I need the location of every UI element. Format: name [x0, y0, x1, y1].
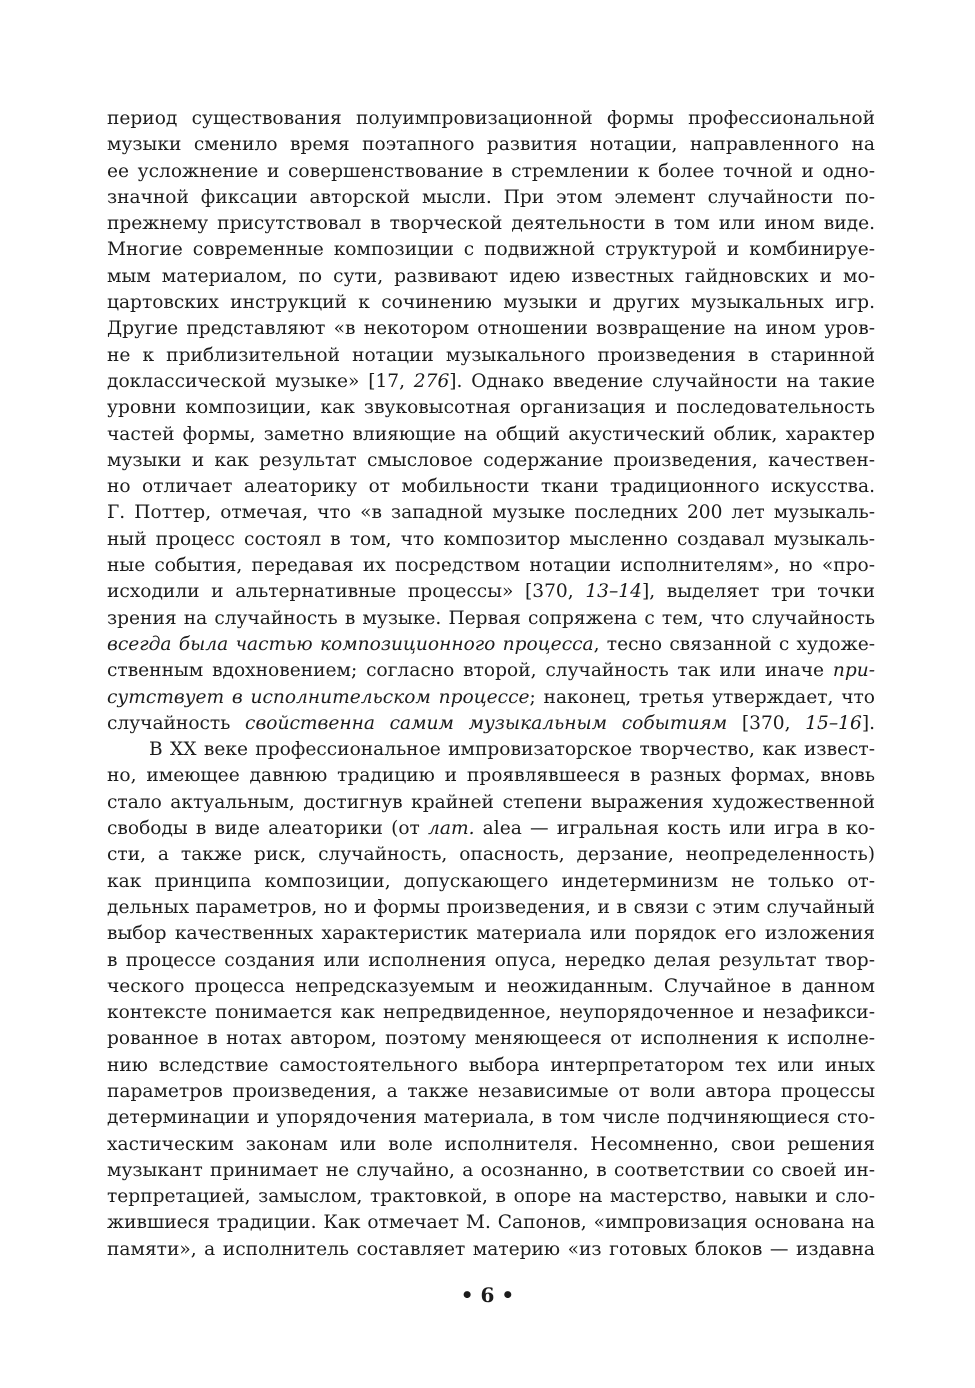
text-line: стало актуальным, достигнув крайней степени выражения художественной	[107, 791, 875, 813]
text-line: контексте понимается как непредвиденное, неупорядоченное и незафикси-	[107, 1002, 875, 1024]
text-line: рованное в нотах автором, поэтому меняющееся от исполнения к исполне-	[107, 1028, 875, 1050]
text-fragment: alea — игральная кость или игра в ко-	[474, 818, 875, 840]
text-line: терпретацией, замыслом, трактовкой, в опоре на мастерство, навыки и сло-	[107, 1186, 875, 1208]
citation-page: 13–14	[585, 581, 642, 603]
text-line: ческого процесса непредсказуемым и неожиданным. Случайное в данном	[107, 975, 875, 997]
text-line: параметров произведения, а также независимые от воли автора процессы	[107, 1080, 875, 1102]
text-line-first-indent: В XX веке профессиональное импровизаторское творчество, как извест-	[149, 739, 875, 761]
text-fragment: свободы в виде алеаторики (от	[107, 818, 429, 840]
text-fragment: ]. Однако введение случайности на такие	[449, 370, 875, 392]
text-line: значной фиксации авторской мысли. При этом элемент случайности по-	[107, 186, 875, 208]
text-line: как принципа композиции, допускающего индетерминизм не только от-	[107, 870, 875, 892]
text-line: ее усложнение и совершенствование в стремлении к более точной и одно-	[107, 160, 875, 182]
text-line-with-emphasis	[107, 658, 875, 684]
text-fragment: ственным вдохновением; согласно второй, случайность так или иначе	[107, 660, 833, 682]
text-line: музыки и как результат смысловое содержание произведения, качествен-	[107, 449, 875, 471]
text-line: не к приблизительной нотации музыкального произведения в старинной	[107, 344, 875, 366]
text-line-with-emphasis	[107, 711, 875, 737]
text-line: частей формы, заметно влияющие на общий акустический облик, характер	[107, 423, 875, 445]
text-line: Многие современные композиции с подвижной структурой и комбинируе-	[107, 239, 875, 261]
text-line: прежнему присутствовал в творческой деятельности в том или ином виде.	[107, 213, 875, 235]
paragraph-2	[107, 737, 875, 1263]
emphasis: сутствует в исполнительском процессе	[107, 686, 530, 708]
text-line: цартовских инструкций к сочинению музыки и других музыкальных игр.	[107, 292, 875, 314]
text-line: памяти», а исполнитель составляет материю «из готовых блоков — издавна	[107, 1238, 875, 1260]
text-fragment: ].	[861, 712, 876, 734]
text-line: детерминации и упорядочения материала, в том числе подчиняющиеся сто-	[107, 1107, 875, 1129]
text-line-with-citation	[107, 369, 875, 395]
text-line: Г. Поттер, отмечая, что «в западной музыке последних 200 лет музыкаль-	[107, 502, 875, 524]
paragraph-1	[107, 106, 875, 737]
text-line: хастическим законам или воле исполнителя. Несомненно, свои решения	[107, 1133, 875, 1155]
emphasis: свойственна самим музыкальным событиям	[245, 712, 728, 734]
emphasis: лат.	[428, 818, 475, 840]
text-line: период существования полуимпровизационной формы профессиональной	[107, 108, 875, 129]
text-line-with-emphasis	[107, 632, 875, 658]
text-line: уровни композиции, как звуковысотная организация и последовательность	[107, 397, 875, 419]
text-line: музыки сменило время поэтапного развития нотации, направленного на	[107, 134, 875, 156]
text-line-with-emphasis	[107, 685, 875, 711]
text-line: дельных параметров, но и формы произведения, и в связи с этим случайный	[107, 896, 875, 918]
citation-page: 276	[413, 370, 450, 392]
text-line: мым материалом, по сути, развивают идею известных гайдновских и мо-	[107, 265, 875, 287]
text-line-with-emphasis	[107, 816, 875, 842]
text-line: ные события, передавая их посредством нотации исполнителям», но «про-	[107, 555, 875, 577]
text-line: жившиеся традиции. Как отмечает М. Сапонов, «импровизация основана на	[107, 1212, 875, 1234]
text-fragment: ; наконец, третья утверждает, что	[529, 686, 875, 708]
text-line: ный процесс состоял в том, что композитор мысленно создавал музыкаль-	[107, 528, 875, 550]
text-line: Другие представляют «в некотором отношении возвращение на ином уров-	[107, 318, 875, 340]
text-line: но отличает алеаторику от мобильности ткани традиционного искусства.	[107, 476, 875, 498]
text-line: выбор качественных характеристик материала или порядок его изложения	[107, 923, 875, 945]
text-line-with-citation	[107, 579, 875, 605]
text-fragment: случайность	[107, 712, 246, 734]
citation-page: 15–16	[805, 712, 862, 734]
text-fragment: , тесно связанной с художе-	[593, 633, 875, 655]
page-number: • 6 •	[460, 1283, 515, 1307]
emphasis: при-	[832, 660, 875, 682]
text-line: нию вследствие самостоятельного выбора интерпретатором тех или иных	[107, 1054, 875, 1076]
text-line: сти, а также риск, случайность, опасность, дерзание, неопределенность)	[107, 844, 875, 866]
emphasis: всегда была частью композиционного процесса	[107, 633, 594, 655]
text-fragment: исходили и альтернативные процессы» [370,	[107, 581, 586, 603]
text-line: музыкант принимает не случайно, а осознанно, в соответствии со своей ин-	[107, 1159, 875, 1181]
text-fragment: [370,	[727, 712, 806, 734]
text-line: зрения на случайность в музыке. Первая сопряжена с тем, что случайность	[107, 607, 875, 629]
text-line: в процессе создания или исполнения опуса, нередко делая результат твор-	[107, 949, 875, 971]
text-fragment: доклассической музыке» [17,	[107, 370, 414, 392]
text-line: но, имеющее давнюю традицию и проявлявшееся в разных формах, вновь	[107, 765, 875, 787]
body-text	[107, 106, 875, 1263]
text-fragment: ], выделяет три точки	[641, 581, 875, 603]
